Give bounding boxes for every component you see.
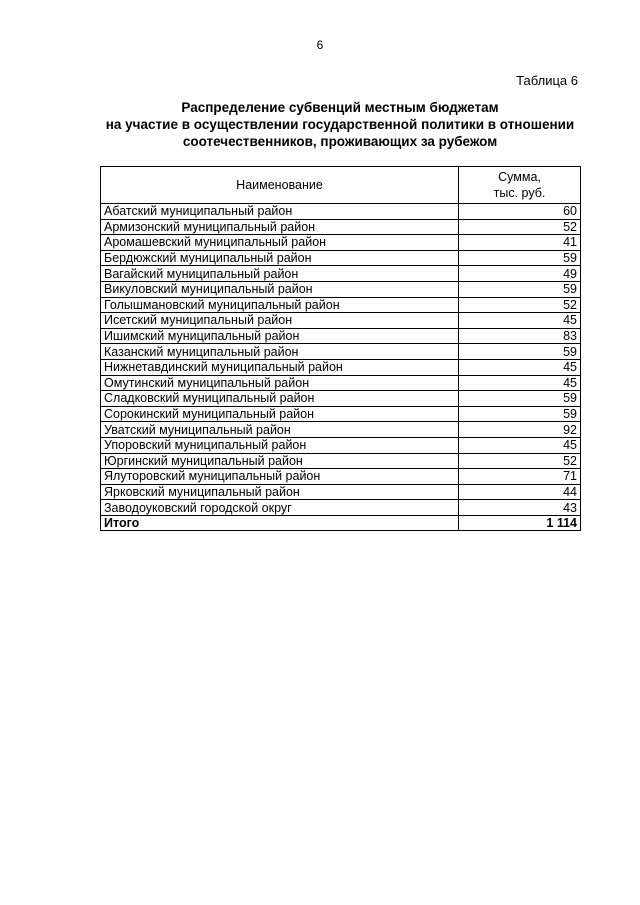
row-name: Ялуторовский муниципальный район xyxy=(101,469,459,485)
table-row xyxy=(101,375,581,391)
row-name: Юргинский муниципальный район xyxy=(101,453,459,469)
row-name: Сорокинский муниципальный район xyxy=(101,406,459,422)
row-value: 71 xyxy=(459,469,581,485)
row-name: Упоровский муниципальный район xyxy=(101,437,459,453)
row-value: 49 xyxy=(459,266,581,282)
row-value: 59 xyxy=(459,406,581,422)
row-name: Армизонский муниципальный район xyxy=(101,219,459,235)
subvention-table xyxy=(100,166,581,531)
row-name: Ишимский муниципальный район xyxy=(101,328,459,344)
row-name: Аромашевский муниципальный район xyxy=(101,235,459,251)
row-value: 92 xyxy=(459,422,581,438)
page-number: 6 xyxy=(316,38,324,52)
table-row xyxy=(101,422,581,438)
row-name: Казанский муниципальный район xyxy=(101,344,459,360)
table-row xyxy=(101,250,581,266)
document-title xyxy=(100,99,580,150)
table-row xyxy=(101,391,581,407)
table-body xyxy=(101,204,581,531)
table-row xyxy=(101,297,581,313)
header-sum-line2: тыс. руб. xyxy=(493,186,546,200)
row-value: 59 xyxy=(459,281,581,297)
table-row xyxy=(101,313,581,329)
title-line-2: на участие в осуществлении государственной политики в отношении xyxy=(105,117,575,132)
row-value: 52 xyxy=(459,453,581,469)
title-line-3: соотечественников, проживающих за рубежом xyxy=(182,134,498,149)
row-name: Абатский муниципальный район xyxy=(101,204,459,220)
table-row xyxy=(101,437,581,453)
row-value: 43 xyxy=(459,500,581,516)
table-row xyxy=(101,453,581,469)
row-name: Нижнетавдинский муниципальный район xyxy=(101,359,459,375)
table-row xyxy=(101,219,581,235)
row-name: Ярковский муниципальный район xyxy=(101,484,459,500)
row-value: 45 xyxy=(459,359,581,375)
table-label: Таблица 6 xyxy=(516,73,578,88)
header-sum-line1: Сумма, xyxy=(498,170,541,184)
row-name: Исетский муниципальный район xyxy=(101,313,459,329)
table-row xyxy=(101,469,581,485)
table-header-row xyxy=(101,167,581,204)
row-value: 83 xyxy=(459,328,581,344)
table-row xyxy=(101,484,581,500)
row-name: Уватский муниципальный район xyxy=(101,422,459,438)
row-name: Вагайский муниципальный район xyxy=(101,266,459,282)
row-value: 60 xyxy=(459,204,581,220)
row-name: Заводоуковский городской округ xyxy=(101,500,459,516)
header-name: Наименование xyxy=(101,167,459,204)
row-value: 59 xyxy=(459,391,581,407)
table-row xyxy=(101,344,581,360)
total-label: Итого xyxy=(101,515,459,531)
row-name: Омутинский муниципальный район xyxy=(101,375,459,391)
row-value: 45 xyxy=(459,313,581,329)
row-name: Бердюжский муниципальный район xyxy=(101,250,459,266)
row-value: 45 xyxy=(459,375,581,391)
row-name: Викуловский муниципальный район xyxy=(101,281,459,297)
table-row xyxy=(101,359,581,375)
row-value: 52 xyxy=(459,219,581,235)
header-sum xyxy=(459,167,581,204)
total-value: 1 114 xyxy=(459,515,581,531)
table-row xyxy=(101,266,581,282)
total-row xyxy=(101,515,581,531)
row-value: 52 xyxy=(459,297,581,313)
title-line-1: Распределение субвенций местным бюджетам xyxy=(181,100,499,115)
table-row xyxy=(101,406,581,422)
row-value: 45 xyxy=(459,437,581,453)
row-name: Голышмановский муниципальный район xyxy=(101,297,459,313)
table-row xyxy=(101,328,581,344)
table-row xyxy=(101,500,581,516)
row-value: 59 xyxy=(459,344,581,360)
table-row xyxy=(101,281,581,297)
table-row xyxy=(101,204,581,220)
row-value: 59 xyxy=(459,250,581,266)
row-value: 41 xyxy=(459,235,581,251)
row-value: 44 xyxy=(459,484,581,500)
table-row xyxy=(101,235,581,251)
row-name: Сладковский муниципальный район xyxy=(101,391,459,407)
